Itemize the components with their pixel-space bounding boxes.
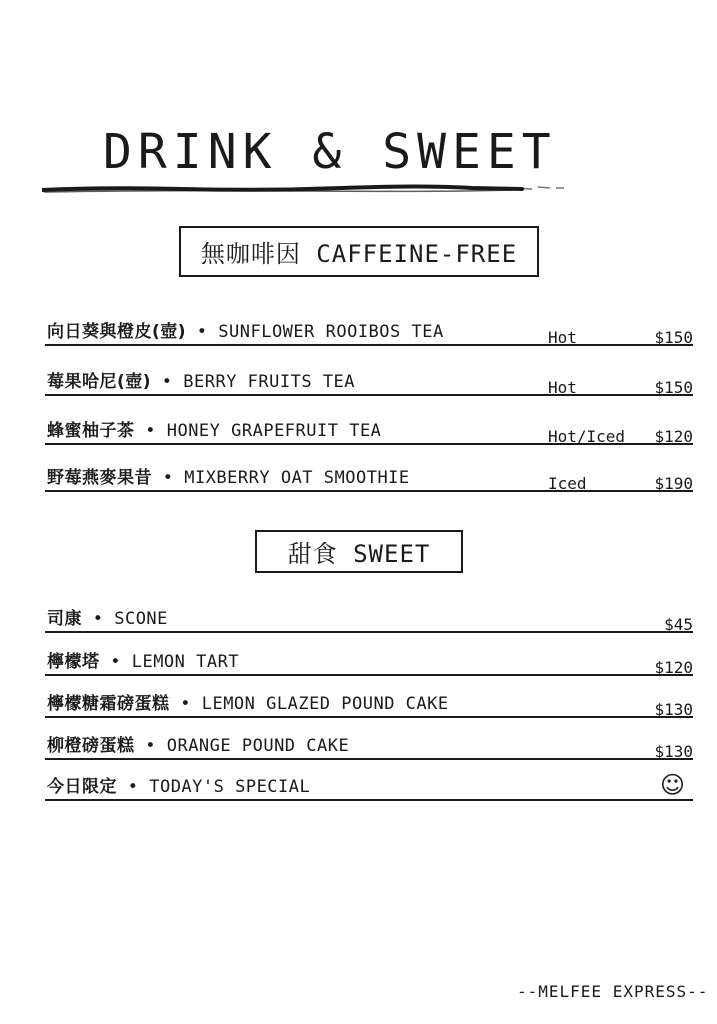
menu-item-row — [45, 316, 693, 346]
item-name-zh: 莓果哈尼(壺) — [47, 372, 152, 392]
item-separator: • — [117, 777, 150, 797]
item-name-en: SUNFLOWER ROOIBOS TEA — [218, 322, 444, 342]
item-separator: • — [134, 736, 167, 756]
section-title-zh: 甜食 — [287, 540, 338, 568]
item-price: $150 — [654, 328, 693, 347]
section-header-caffeine-free — [179, 226, 539, 277]
page-title: DRINK & SWEET — [103, 124, 557, 180]
item-price: $130 — [654, 700, 693, 719]
item-separator: • — [82, 609, 115, 629]
section-title-zh: 無咖啡因 — [200, 240, 301, 268]
item-temperature: Hot/Iced — [548, 427, 626, 446]
menu-item-row — [45, 771, 693, 801]
smiley-icon: ☺ — [659, 771, 685, 799]
footer-brand: --MELFEE EXPRESS-- — [517, 982, 709, 1001]
item-name-zh: 向日葵與橙皮(壺) — [47, 322, 187, 342]
section-title-en: CAFFEINE-FREE — [316, 240, 518, 268]
item-temperature: Hot — [548, 378, 577, 397]
item-name-zh: 檸檬糖霜磅蛋糕 — [47, 694, 170, 714]
item-name-en: ORANGE POUND CAKE — [166, 736, 350, 756]
item-separator: • — [134, 421, 167, 441]
item-temperature: Iced — [548, 474, 587, 493]
item-price: $150 — [654, 378, 693, 397]
item-name-zh: 今日限定 — [47, 777, 117, 797]
item-name-en: TODAY'S SPECIAL — [149, 777, 311, 797]
item-price: $120 — [654, 658, 693, 677]
item-name-en: LEMON TART — [131, 652, 240, 672]
section-title-en: SWEET — [353, 540, 431, 568]
item-separator: • — [169, 694, 202, 714]
item-name-en: LEMON GLAZED POUND CAKE — [201, 694, 449, 714]
item-name-en: BERRY FRUITS TEA — [183, 372, 356, 392]
item-name-zh: 司康 — [47, 609, 82, 629]
menu-item-row — [45, 730, 693, 760]
item-separator: • — [151, 372, 184, 392]
menu-item-row — [45, 366, 693, 396]
item-price: $190 — [654, 474, 693, 493]
item-separator: • — [152, 468, 185, 488]
item-name-en: SCONE — [114, 609, 168, 629]
item-separator: • — [186, 322, 219, 342]
item-name-zh: 野莓燕麥果昔 — [47, 468, 152, 488]
item-name-zh: 柳橙磅蛋糕 — [47, 736, 135, 756]
item-name-en: MIXBERRY OAT SMOOTHIE — [184, 468, 410, 488]
item-price: $45 — [664, 615, 693, 634]
section-header-sweet — [255, 530, 463, 573]
item-temperature: Hot — [548, 328, 577, 347]
menu-item-row — [45, 603, 693, 633]
title-underline — [42, 182, 567, 196]
item-name-zh: 蜂蜜柚子茶 — [47, 421, 135, 441]
item-separator: • — [99, 652, 132, 672]
menu-item-row — [45, 462, 693, 492]
item-name-en: HONEY GRAPEFRUIT TEA — [166, 421, 382, 441]
menu-item-row — [45, 688, 693, 718]
item-name-zh: 檸檬塔 — [47, 652, 100, 672]
item-price: $120 — [654, 427, 693, 446]
item-price: $130 — [654, 742, 693, 761]
menu-item-row — [45, 646, 693, 676]
menu-item-row — [45, 415, 693, 445]
